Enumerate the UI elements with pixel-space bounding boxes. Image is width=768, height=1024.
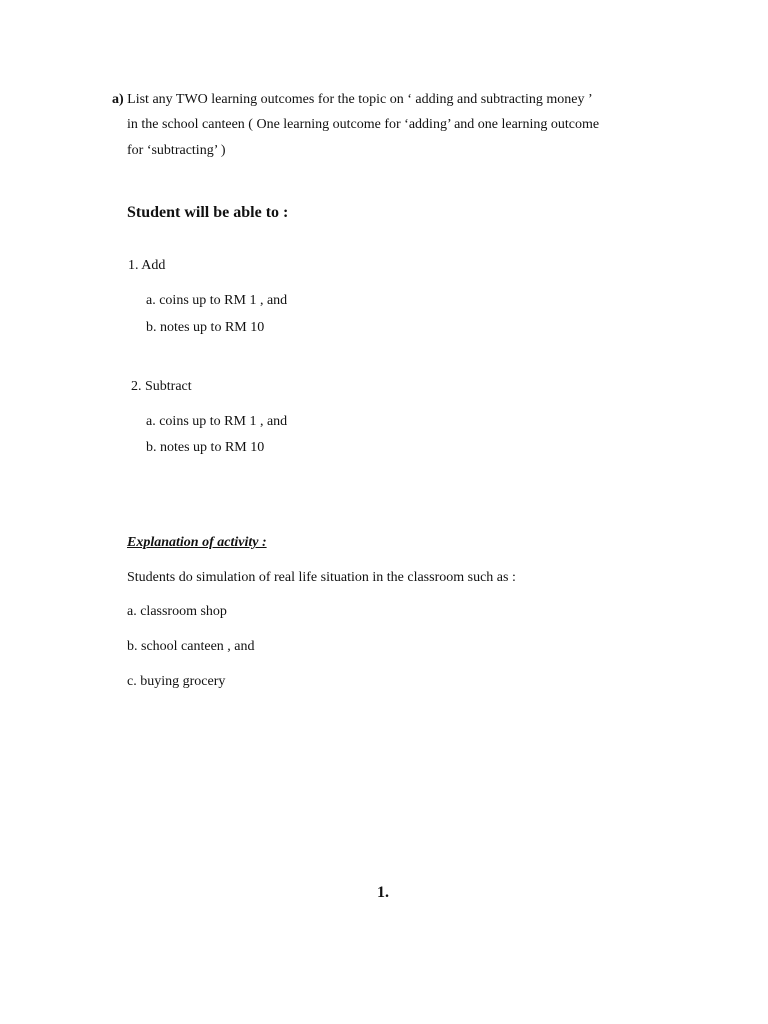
- explanation-item: a. classroom shop: [127, 604, 227, 619]
- outcome-title: 2. Subtract: [131, 379, 192, 394]
- explanation-item: c. buying grocery: [127, 674, 226, 689]
- question-line-2: in the school canteen ( One learning outcome for ‘adding’ and one learning outcome: [127, 117, 600, 132]
- outcome-item: b. notes up to RM 10: [146, 440, 265, 455]
- outcome-item: a. coins up to RM 1 , and: [146, 414, 288, 429]
- outcome-title: 1. Add: [128, 258, 166, 273]
- outcome-item: b. notes up to RM 10: [146, 320, 265, 335]
- outcomes-heading: Student will be able to :: [127, 204, 289, 221]
- question-line-1: [112, 91, 593, 109]
- question-line-3: for ‘subtracting’ ): [127, 143, 226, 158]
- outcome-item: a. coins up to RM 1 , and: [146, 293, 288, 308]
- explanation-heading: Explanation of activity :: [127, 535, 267, 550]
- page-number: 1.: [377, 884, 389, 901]
- explanation-intro: Students do simulation of real life situation in the classroom such as :: [127, 570, 516, 585]
- explanation-item: b. school canteen , and: [127, 639, 255, 654]
- question-label: a): [112, 92, 124, 107]
- question-text-1: List any TWO learning outcomes for the topic on ‘ adding and subtracting money ’: [127, 92, 593, 107]
